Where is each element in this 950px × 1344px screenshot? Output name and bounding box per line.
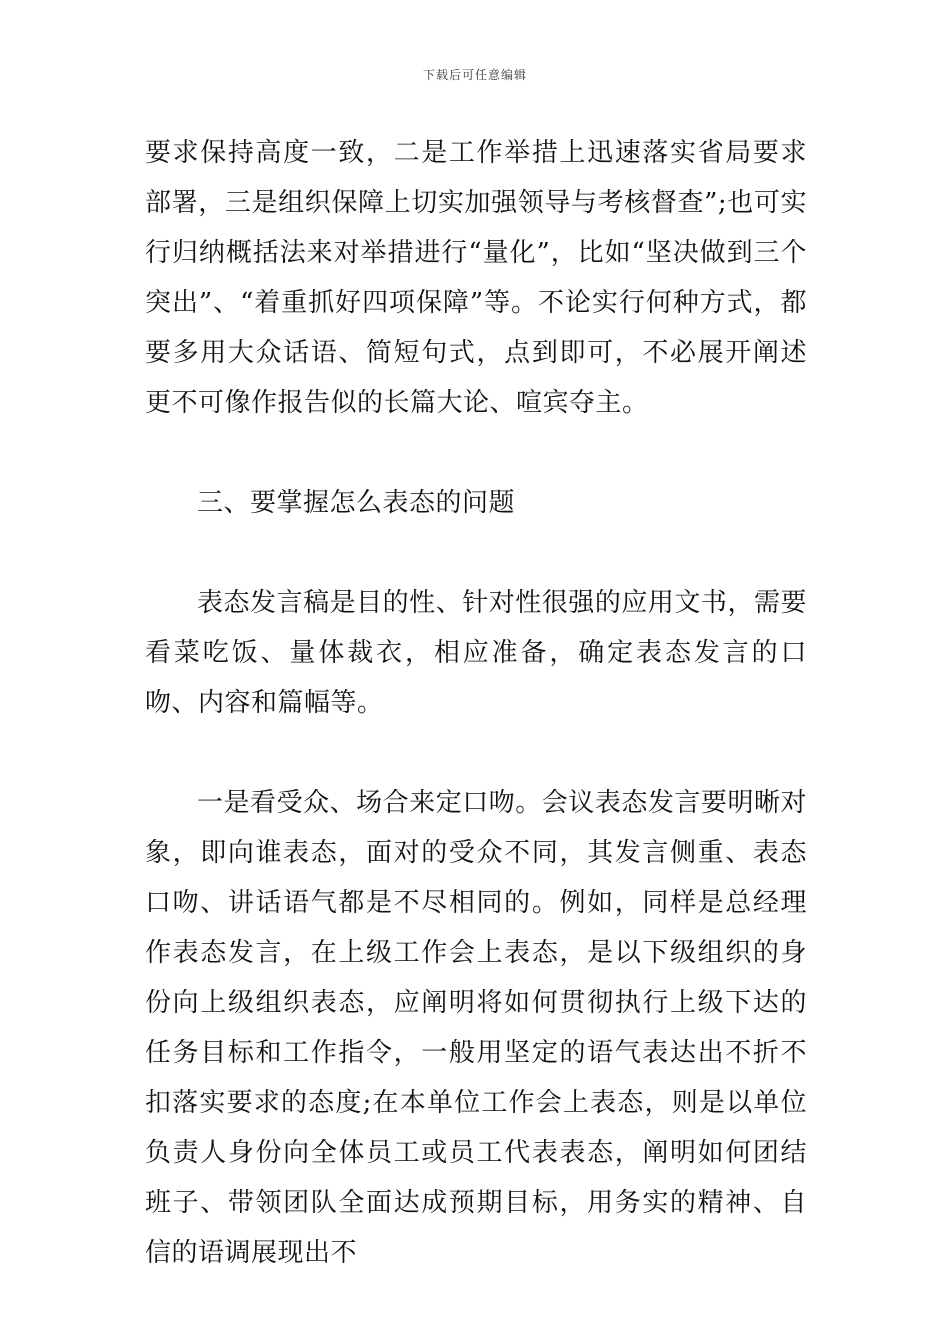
paragraph-point-one: 一是看受众、场合来定口吻。会议表态发言要明晰对象，即向谁表态，面对的受众不同，其发言侧重、表态口吻、讲话语气都是不尽相同的。例如，同样是总经理作表态发言，在上级工作会上表态，是以下级组织的身份向上级组织表态，应阐明将如何贯彻执行上级下达的任务目标和工作指令，一般用坚定的语气表达出不折不扣落实要求的态度;在本单位工作会上表态，则是以单位负责人身份向全体员工或员工代表表态，阐明如何团结班子、带领团队全面达成预期目标，用务实的精神、自信的语调展现出不 <box>145 788 807 1268</box>
document-body <box>145 128 807 1278</box>
page-header-note: 下载后可任意编辑 <box>422 68 527 82</box>
paragraph-continuation: 要求保持高度一致，二是工作举措上迅速落实省局要求部署，三是组织保障上切实加强领导与考核督查”;也可实行归纳概括法来对举措进行“量化”，比如“坚决做到三个突出”、“着重抓好四项保障”等。不论实行何种方式，都要多用大众话语、简短句式，点到即可，不必展开阐述更不可像作报告似的长篇大论、喧宾夺主。 <box>145 138 807 418</box>
paragraph-intro: 表态发言稿是目的性、针对性很强的应用文书，需要看菜吃饭、量体裁衣，相应准备，确定表态发言的口吻、内容和篇幅等。 <box>145 588 807 718</box>
section-heading: 三、要掌握怎么表态的问题 <box>197 488 516 518</box>
